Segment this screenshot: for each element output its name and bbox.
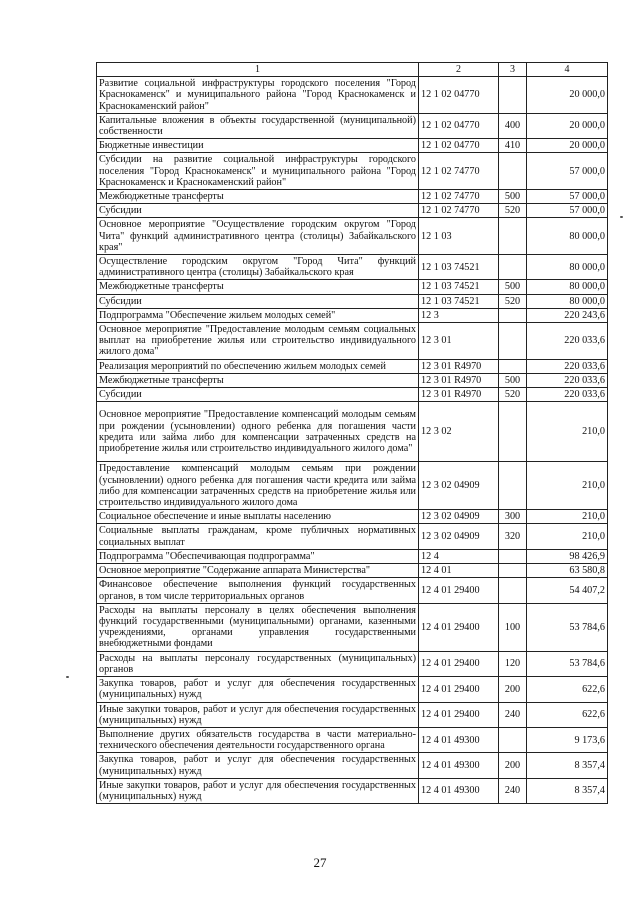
table-row [97,510,608,524]
table-row [97,549,608,563]
amount-cell: 54 407,2 [527,578,608,603]
amount-cell: 9 173,6 [527,727,608,752]
target-code-cell: 12 4 01 49300 [419,778,499,803]
target-code-cell: 12 1 02 74770 [419,204,499,218]
target-code-cell: 12 4 01 29400 [419,578,499,603]
target-code-cell: 12 1 02 74770 [419,153,499,190]
expense-type-cell [499,564,527,578]
amount-cell: 622,6 [527,677,608,702]
expense-type-cell [499,359,527,373]
item-name-cell: Подпрограмма "Обеспечивающая подпрограмма" [97,549,419,563]
amount-cell: 80 000,0 [527,218,608,255]
amount-cell: 20 000,0 [527,77,608,114]
table-row [97,702,608,727]
table-row [97,294,608,308]
target-code-cell: 12 3 01 [419,323,499,360]
amount-cell: 210,0 [527,462,608,510]
item-name-cell: Выполнение других обязательств государства в части материально-технического обеспечения деятельности государственного органа [97,727,419,752]
item-name-cell: Закупка товаров, работ и услуг для обеспечения государственных (муниципальных) нужд [97,677,419,702]
table-row [97,153,608,190]
table-row [97,190,608,204]
expense-type-cell: 240 [499,778,527,803]
column-number-1: 1 [97,63,419,77]
target-code-cell: 12 1 03 74521 [419,280,499,294]
expense-type-cell: 320 [499,524,527,549]
expense-type-cell: 500 [499,190,527,204]
scan-speck [620,216,623,218]
amount-cell: 210,0 [527,402,608,462]
expense-type-cell: 120 [499,651,527,676]
expense-type-cell: 100 [499,603,527,651]
table-row [97,113,608,138]
expense-type-cell: 500 [499,373,527,387]
table-row [97,564,608,578]
target-code-cell: 12 3 02 04909 [419,462,499,510]
table-row [97,651,608,676]
amount-cell: 220 033,6 [527,359,608,373]
expense-type-cell: 200 [499,753,527,778]
target-code-cell: 12 1 02 04770 [419,77,499,114]
amount-cell: 63 580,8 [527,564,608,578]
item-name-cell: Межбюджетные трансферты [97,373,419,387]
table-row [97,139,608,153]
expense-type-cell: 200 [499,677,527,702]
expense-type-cell [499,727,527,752]
amount-cell: 80 000,0 [527,294,608,308]
expense-type-cell: 520 [499,204,527,218]
table-row [97,727,608,752]
item-name-cell: Иные закупки товаров, работ и услуг для обеспечения государственных (муниципальных) нужд [97,778,419,803]
amount-cell: 220 243,6 [527,308,608,322]
expense-type-cell: 410 [499,139,527,153]
table-row [97,77,608,114]
amount-cell: 210,0 [527,510,608,524]
table-row [97,308,608,322]
table-row [97,373,608,387]
table-row [97,753,608,778]
table-row [97,578,608,603]
target-code-cell: 12 4 01 49300 [419,753,499,778]
item-name-cell: Финансовое обеспечение выполнения функций государственных органов, в том числе территориальных органов [97,578,419,603]
table-row [97,359,608,373]
expense-type-cell: 520 [499,388,527,402]
column-number-4: 4 [527,63,608,77]
amount-cell: 210,0 [527,524,608,549]
target-code-cell: 12 4 01 29400 [419,603,499,651]
amount-cell: 98 426,9 [527,549,608,563]
expense-type-cell [499,402,527,462]
table-row [97,462,608,510]
target-code-cell: 12 3 02 04909 [419,510,499,524]
item-name-cell: Осуществление городским округом "Город Чита" функций административного центра (столицы) Забайкальского края [97,255,419,280]
expense-type-cell [499,323,527,360]
item-name-cell: Субсидии [97,204,419,218]
target-code-cell: 12 1 02 04770 [419,139,499,153]
item-name-cell: Бюджетные инвестиции [97,139,419,153]
expense-type-cell [499,77,527,114]
expense-type-cell [499,578,527,603]
table-row [97,218,608,255]
item-name-cell: Основное мероприятие "Предоставление молодым семьям социальных выплат на приобретение жилья или строительство индивидуального жилого дома" [97,323,419,360]
table-row [97,323,608,360]
expense-type-cell [499,462,527,510]
target-code-cell: 12 3 01 R4970 [419,388,499,402]
item-name-cell: Субсидии [97,294,419,308]
target-code-cell: 12 1 02 04770 [419,113,499,138]
item-name-cell: Реализация мероприятий по обеспечению жильем молодых семей [97,359,419,373]
amount-cell: 53 784,6 [527,651,608,676]
item-name-cell: Капитальные вложения в объекты государственной (муниципальной) собственности [97,113,419,138]
item-name-cell: Основное мероприятие "Предоставление компенсаций молодым семьям при рождении (усыновлении) одного ребенка для погашения части кредита или займа либо для компенсации затраченных средств на приобретение жилья или строительство индивидуального жилого дома" [97,402,419,462]
expense-type-cell: 500 [499,280,527,294]
item-name-cell: Субсидии на развитие социальной инфраструктуры городского поселения "Город Краснокаменск" и муниципального района "Город Краснокаменск и Краснокаменский район" [97,153,419,190]
table-row [97,778,608,803]
table-row [97,402,608,462]
target-code-cell: 12 4 01 49300 [419,727,499,752]
expense-type-cell [499,153,527,190]
target-code-cell: 12 4 01 29400 [419,651,499,676]
amount-cell: 80 000,0 [527,255,608,280]
table-row [97,255,608,280]
expense-type-cell [499,549,527,563]
target-code-cell: 12 4 01 [419,564,499,578]
target-code-cell: 12 3 02 [419,402,499,462]
expense-type-cell: 520 [499,294,527,308]
budget-table [96,62,608,804]
column-number-3: 3 [499,63,527,77]
amount-cell: 220 033,6 [527,373,608,387]
item-name-cell: Иные закупки товаров, работ и услуг для обеспечения государственных (муниципальных) нужд [97,702,419,727]
budget-table-body [97,63,608,804]
amount-cell: 20 000,0 [527,113,608,138]
amount-cell: 80 000,0 [527,280,608,294]
expense-type-cell: 300 [499,510,527,524]
item-name-cell: Закупка товаров, работ и услуг для обеспечения государственных (муниципальных) нужд [97,753,419,778]
item-name-cell: Основное мероприятие "Содержание аппарата Министерства" [97,564,419,578]
item-name-cell: Развитие социальной инфраструктуры городского поселения "Город Краснокаменск" и муниципального района "Город Краснокаменск и Краснокаменский район" [97,77,419,114]
scan-speck [66,676,69,678]
table-row [97,524,608,549]
item-name-cell: Субсидии [97,388,419,402]
item-name-cell: Межбюджетные трансферты [97,190,419,204]
target-code-cell: 12 3 01 R4970 [419,373,499,387]
column-number-2: 2 [419,63,499,77]
amount-cell: 57 000,0 [527,190,608,204]
page-number: 27 [313,855,327,870]
target-code-cell: 12 4 [419,549,499,563]
amount-cell: 20 000,0 [527,139,608,153]
amount-cell: 57 000,0 [527,204,608,218]
table-row [97,204,608,218]
amount-cell: 220 033,6 [527,323,608,360]
amount-cell: 622,6 [527,702,608,727]
amount-cell: 57 000,0 [527,153,608,190]
table-row [97,603,608,651]
target-code-cell: 12 1 02 74770 [419,190,499,204]
item-name-cell: Расходы на выплаты персоналу государственных (муниципальных) органов [97,651,419,676]
item-name-cell: Подпрограмма "Обеспечение жильем молодых семей" [97,308,419,322]
item-name-cell: Основное мероприятие "Осуществление городским округом "Город Чита" функций административного центра (столицы) Забайкальского края" [97,218,419,255]
expense-type-cell [499,308,527,322]
amount-cell: 220 033,6 [527,388,608,402]
amount-cell: 8 357,4 [527,778,608,803]
target-code-cell: 12 3 [419,308,499,322]
amount-cell: 53 784,6 [527,603,608,651]
expense-type-cell [499,255,527,280]
target-code-cell: 12 1 03 74521 [419,294,499,308]
table-row [97,388,608,402]
target-code-cell: 12 4 01 29400 [419,677,499,702]
expense-type-cell: 240 [499,702,527,727]
expense-type-cell: 400 [499,113,527,138]
table-row [97,677,608,702]
target-code-cell: 12 1 03 [419,218,499,255]
target-code-cell: 12 4 01 29400 [419,702,499,727]
item-name-cell: Социальное обеспечение и иные выплаты населению [97,510,419,524]
column-number-row [97,63,608,77]
expense-type-cell [499,218,527,255]
target-code-cell: 12 3 02 04909 [419,524,499,549]
target-code-cell: 12 1 03 74521 [419,255,499,280]
table-row [97,280,608,294]
item-name-cell: Межбюджетные трансферты [97,280,419,294]
item-name-cell: Расходы на выплаты персоналу в целях обеспечения выполнения функций государственными (муниципальными) органами, казенными учреждениями, органами управления государственными внебюджетными фондами [97,603,419,651]
item-name-cell: Социальные выплаты гражданам, кроме публичных нормативных социальных выплат [97,524,419,549]
amount-cell: 8 357,4 [527,753,608,778]
item-name-cell: Предоставление компенсаций молодым семьям при рождении (усыновлении) одного ребенка для погашения части кредита или займа либо для компенсации затраченных средств на приобретение жилья или строительство индивидуального жилого дома [97,462,419,510]
target-code-cell: 12 3 01 R4970 [419,359,499,373]
